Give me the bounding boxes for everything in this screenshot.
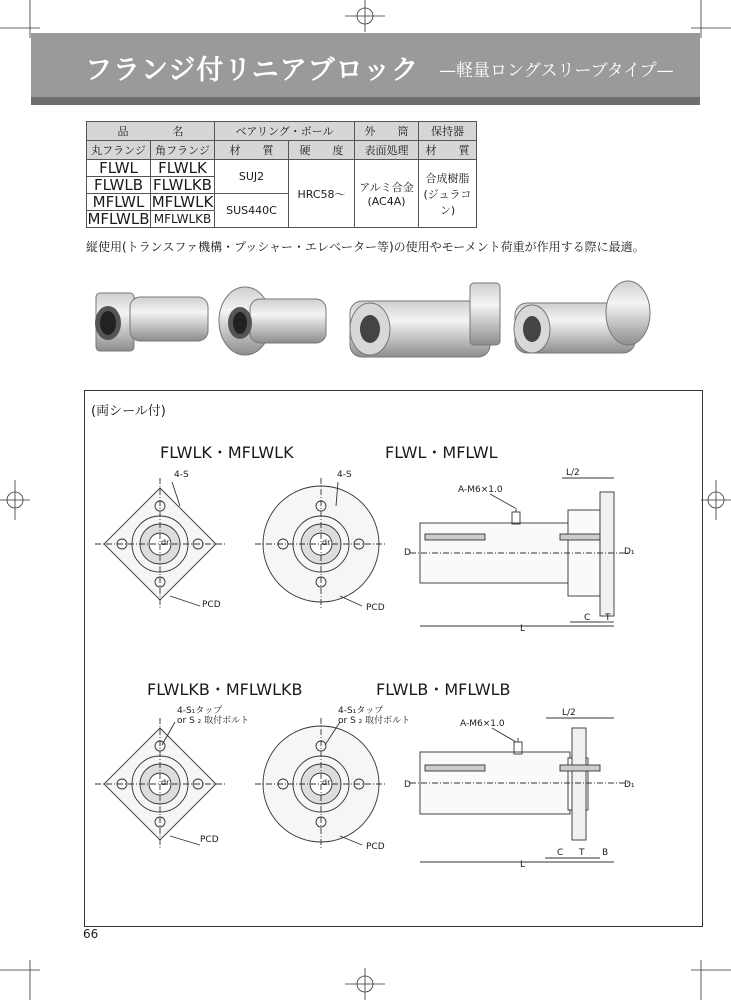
cell-square: MFLWLKB [151,211,215,228]
usage-note: 縦使用(トランスファ機構・プッシャー・エレベーター等)の使用やモーメント荷重が作用する際に最適。 [86,240,645,254]
label-pcd: PCD [202,600,221,610]
th-round-flange: 丸フランジ [87,141,151,160]
label-c: C [584,613,591,623]
label-pcd: PCD [366,603,385,613]
surface-line1: アルミ合金 [359,181,414,194]
label-4s: 4-S [337,470,352,480]
label-tap: 4-S₁タップ [177,706,223,716]
label-tap: 4-S₁タップ [338,706,384,716]
cell-sus440c: SUS440C [215,194,289,228]
cell-round: MFLWL [87,194,151,211]
label-bolt: or S ₂ 取付ボルト [338,716,411,726]
label-l: L [520,860,526,870]
label-d: D [404,548,411,558]
label-dr: dr [161,538,170,547]
th-material: 材 質 [215,141,289,160]
page-title: フランジ付リニアブロック [85,55,420,86]
retainer-line1: 合成樹脂 [425,171,470,185]
th-square-flange: 角フランジ [151,141,215,160]
section-title-flwlb: FLWLB・MFLWLB [376,680,511,699]
label-dr: dr [161,778,170,787]
label-dr: dr [322,538,331,547]
section-title-flwl: FLWL・MFLWL [385,443,498,462]
th-hardness: 硬 度 [289,141,355,160]
cell-round: FLWLB [87,177,151,194]
th-outer-tube: 外 筒 [355,122,419,141]
label-b: B [602,848,609,858]
label-pcd: PCD [366,842,385,852]
th-part-name: 品 名 [87,122,215,141]
th-surface: 表面処理 [355,141,419,160]
cell-square: FLWLKB [151,177,215,194]
cell-square: FLWLK [151,160,215,177]
label-tap-note: A-M6×1.0 [460,719,505,729]
page-number: 66 [83,927,99,941]
th-retainer: 保持器 [419,122,477,141]
label-t: T [579,848,585,858]
section-title-flwlkb: FLWLKB・MFLWLKB [147,680,303,699]
cell-square: MFLWLK [151,193,214,211]
cell-hardness: HRC58〜 [289,160,355,228]
label-d1: D₁ [624,547,635,557]
label-d: D [404,780,411,790]
cell-round: FLWL [87,160,151,177]
label-4s: 4-S [174,470,189,480]
label-l: L [520,624,526,634]
seal-note: (両シール付) [91,404,166,419]
label-l2: L/2 [566,468,580,478]
label-c: C [557,848,564,858]
th-bearing-ball: ベアリング・ボール [215,122,355,141]
label-pcd: PCD [200,835,219,845]
label-bolt: or S ₂ 取付ボルト [177,716,250,726]
surface-line2: (AC4A) [367,195,406,208]
label-t: T [605,613,611,623]
label-tap-note: A-M6×1.0 [458,485,503,495]
label-d1: D₁ [624,780,635,790]
page-subtitle: —軽量ロングスリーブタイプ— [439,61,674,81]
retainer-line2: (ジュラコン) [423,187,472,217]
section-title-flwlk: FLWLK・MFLWLK [160,443,294,462]
label-l2: L/2 [562,708,576,718]
th-material2: 材 質 [419,141,477,160]
label-dr: dr [322,778,331,787]
cell-suj2: SUJ2 [215,160,289,194]
cell-round: MFLWLB [87,210,150,228]
